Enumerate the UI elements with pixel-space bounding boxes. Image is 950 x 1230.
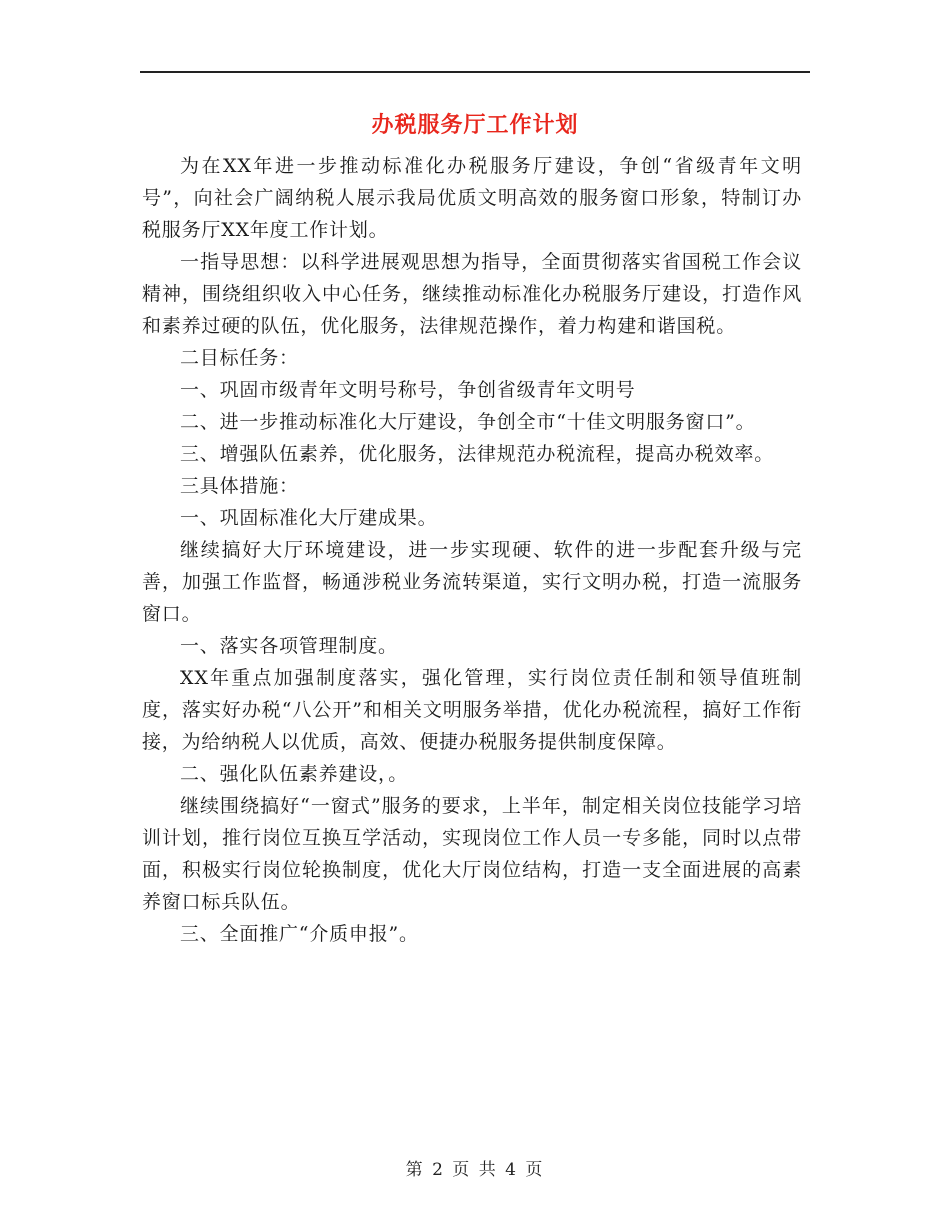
- paragraph: 为在XX年进一步推动标准化办税服务厅建设，争创“省级青年文明号”，向社会广阔纳税人展示我局优质文明高效的服务窗口形象，特制订办税服务厅XX年度工作计划。: [142, 155, 802, 241]
- paragraph: 继续围绕搞好“一窗式”服务的要求，上半年，制定相关岗位技能学习培训计划，推行岗位互换互学活动，实现岗位工作人员一专多能，同时以点带面，积极实行岗位轮换制度，优化大厅岗位结构，打造一支全面进展的高素养窗口标兵队伍。: [142, 795, 802, 913]
- paragraph: 一、落实各项管理制度。: [180, 635, 398, 657]
- paragraph: 二、进一步推动标准化大厅建设，争创全市“十佳文明服务窗口”。: [180, 411, 756, 433]
- paragraph: XX年重点加强制度落实，强化管理，实行岗位责任制和领导值班制度，落实好办税“八公开”和相关文明服务举措，优化办税流程，搞好工作衔接，为给纳税人以优质，高效、便捷办税服务提供制度保障。: [142, 667, 802, 753]
- paragraph: 继续搞好大厅环境建设，进一步实现硬、软件的进一步配套升级与完善，加强工作监督，畅通涉税业务流转渠道，实行文明办税，打造一流服务窗口。: [142, 539, 802, 625]
- paragraph: 一、巩固标准化大厅建成果。: [180, 507, 438, 529]
- document-title: 办税服务厅工作计划: [371, 112, 579, 138]
- paragraph: 三、全面推广“介质申报”。: [180, 923, 419, 945]
- page-number: 第 2 页 共 4 页: [405, 1160, 545, 1180]
- paragraph: 三具体措施：: [180, 475, 299, 497]
- paragraph: 三、增强队伍素养，优化服务，法律规范办税流程，提高办税效率。: [180, 443, 775, 465]
- paragraph: 一指导思想：以科学进展观思想为指导，全面贯彻落实省国税工作会议精神，围绕组织收入中心任务，继续推动标准化办税服务厅建设，打造作风和素养过硬的队伍，优化服务，法律规范操作，着力构建和谐国税。: [142, 251, 802, 337]
- paragraph: 一、巩固市级青年文明号称号，争创省级青年文明号: [180, 379, 636, 401]
- paragraph: 二目标任务：: [180, 347, 299, 369]
- document-body: [142, 150, 802, 950]
- paragraph: 二、强化队伍素养建设，。: [180, 763, 409, 785]
- header-rule: [140, 71, 810, 73]
